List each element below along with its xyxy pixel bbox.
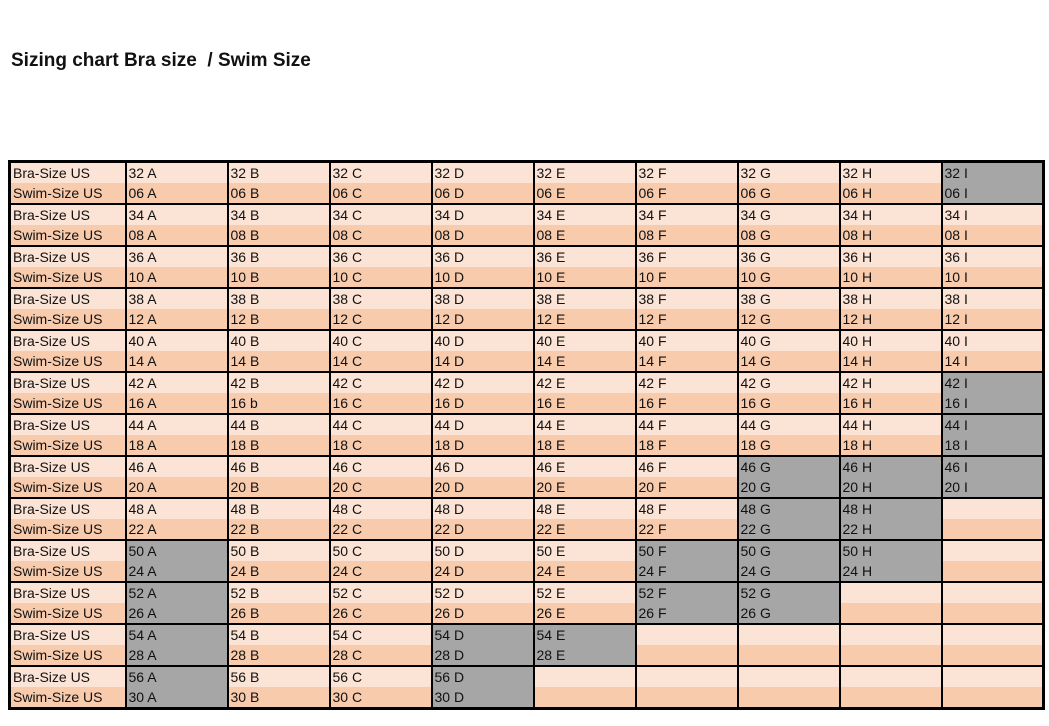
swim-size-cell: 14 G: [738, 351, 840, 372]
swim-size-cell: 18 H: [840, 435, 942, 456]
bra-size-cell: 40 C: [330, 330, 432, 351]
bra-size-cell: 46 G: [738, 456, 840, 477]
bra-size-cell: 34 E: [534, 204, 636, 225]
bra-size-cell: 32 I: [942, 162, 1044, 184]
bra-size-row: [10, 498, 1044, 519]
swim-size-cell: 22 A: [126, 519, 228, 540]
bra-size-cell: 54 C: [330, 624, 432, 645]
swim-size-cell: 30 D: [432, 687, 534, 709]
swim-size-cell: 12 C: [330, 309, 432, 330]
bra-size-cell: [942, 624, 1044, 645]
swim-size-cell: 22 H: [840, 519, 942, 540]
bra-size-cell: 56 D: [432, 666, 534, 687]
swim-size-row: [10, 393, 1044, 414]
swim-size-label: Swim-Size US: [10, 183, 126, 204]
swim-size-cell: 24 E: [534, 561, 636, 582]
swim-size-cell: 18 E: [534, 435, 636, 456]
swim-size-cell: 26 A: [126, 603, 228, 624]
bra-size-row: [10, 414, 1044, 435]
swim-size-cell: 18 D: [432, 435, 534, 456]
bra-size-cell: [942, 582, 1044, 603]
bra-size-cell: 52 A: [126, 582, 228, 603]
swim-size-cell: 14 D: [432, 351, 534, 372]
bra-size-cell: 48 F: [636, 498, 738, 519]
swim-size-cell: 10 H: [840, 267, 942, 288]
swim-size-cell: 20 B: [228, 477, 330, 498]
bra-size-row: [10, 624, 1044, 645]
bra-size-cell: 36 A: [126, 246, 228, 267]
bra-size-cell: 38 G: [738, 288, 840, 309]
swim-size-cell: [840, 687, 942, 709]
bra-size-cell: 42 F: [636, 372, 738, 393]
swim-size-cell: 28 A: [126, 645, 228, 666]
swim-size-label: Swim-Size US: [10, 477, 126, 498]
swim-size-cell: 12 I: [942, 309, 1044, 330]
swim-size-cell: 10 D: [432, 267, 534, 288]
bra-size-cell: 48 E: [534, 498, 636, 519]
bra-size-row: [10, 666, 1044, 687]
bra-size-cell: 52 B: [228, 582, 330, 603]
swim-size-cell: 12 B: [228, 309, 330, 330]
swim-size-cell: 12 G: [738, 309, 840, 330]
bra-size-label: Bra-Size US: [10, 330, 126, 351]
bra-size-cell: 36 C: [330, 246, 432, 267]
bra-size-cell: [840, 666, 942, 687]
swim-size-cell: 24 D: [432, 561, 534, 582]
swim-size-label: Swim-Size US: [10, 309, 126, 330]
swim-size-cell: 08 A: [126, 225, 228, 246]
swim-size-cell: 14 A: [126, 351, 228, 372]
swim-size-cell: 12 F: [636, 309, 738, 330]
swim-size-row: [10, 309, 1044, 330]
bra-size-cell: [636, 624, 738, 645]
bra-size-row: [10, 372, 1044, 393]
bra-size-cell: [738, 624, 840, 645]
bra-size-cell: 48 H: [840, 498, 942, 519]
swim-size-cell: 06 G: [738, 183, 840, 204]
swim-size-row: [10, 561, 1044, 582]
bra-size-cell: 44 C: [330, 414, 432, 435]
bra-size-cell: 44 I: [942, 414, 1044, 435]
bra-size-cell: 46 B: [228, 456, 330, 477]
swim-size-cell: 22 G: [738, 519, 840, 540]
swim-size-cell: 18 C: [330, 435, 432, 456]
bra-size-cell: 50 E: [534, 540, 636, 561]
bra-size-cell: [534, 666, 636, 687]
swim-size-label: Swim-Size US: [10, 519, 126, 540]
swim-size-cell: 08 F: [636, 225, 738, 246]
swim-size-cell: 08 I: [942, 225, 1044, 246]
swim-size-cell: [942, 603, 1044, 624]
bra-size-cell: [942, 498, 1044, 519]
bra-size-cell: 36 F: [636, 246, 738, 267]
swim-size-row: [10, 225, 1044, 246]
bra-size-cell: 52 C: [330, 582, 432, 603]
bra-size-cell: [840, 582, 942, 603]
swim-size-cell: [738, 687, 840, 709]
swim-size-cell: 06 B: [228, 183, 330, 204]
bra-size-cell: 48 G: [738, 498, 840, 519]
bra-size-cell: 42 I: [942, 372, 1044, 393]
bra-size-label: Bra-Size US: [10, 666, 126, 687]
swim-size-cell: 26 B: [228, 603, 330, 624]
bra-size-cell: 40 G: [738, 330, 840, 351]
page-title: Sizing chart Bra size / Swim Size: [11, 50, 311, 71]
bra-size-cell: 44 F: [636, 414, 738, 435]
swim-size-cell: 26 F: [636, 603, 738, 624]
bra-size-cell: [738, 666, 840, 687]
swim-size-cell: 18 B: [228, 435, 330, 456]
swim-size-cell: [942, 687, 1044, 709]
swim-size-cell: 22 E: [534, 519, 636, 540]
swim-size-cell: 08 G: [738, 225, 840, 246]
swim-size-cell: 20 F: [636, 477, 738, 498]
bra-size-cell: 50 G: [738, 540, 840, 561]
swim-size-label: Swim-Size US: [10, 603, 126, 624]
bra-size-cell: 36 G: [738, 246, 840, 267]
bra-size-cell: 32 E: [534, 162, 636, 184]
swim-size-row: [10, 645, 1044, 666]
swim-size-row: [10, 183, 1044, 204]
bra-size-cell: 42 A: [126, 372, 228, 393]
bra-size-cell: 50 D: [432, 540, 534, 561]
bra-size-cell: 54 B: [228, 624, 330, 645]
bra-size-label: Bra-Size US: [10, 204, 126, 225]
bra-size-label: Bra-Size US: [10, 288, 126, 309]
bra-size-row: [10, 330, 1044, 351]
bra-size-row: [10, 456, 1044, 477]
bra-size-cell: 34 D: [432, 204, 534, 225]
bra-size-cell: 42 G: [738, 372, 840, 393]
bra-size-label: Bra-Size US: [10, 456, 126, 477]
swim-size-cell: 26 G: [738, 603, 840, 624]
bra-size-cell: 48 A: [126, 498, 228, 519]
swim-size-cell: 12 A: [126, 309, 228, 330]
bra-size-cell: 46 H: [840, 456, 942, 477]
swim-size-label: Swim-Size US: [10, 645, 126, 666]
bra-size-cell: [636, 666, 738, 687]
bra-size-cell: [942, 540, 1044, 561]
bra-size-cell: 40 F: [636, 330, 738, 351]
bra-size-cell: 50 B: [228, 540, 330, 561]
bra-size-cell: 38 E: [534, 288, 636, 309]
swim-size-cell: 06 C: [330, 183, 432, 204]
swim-size-cell: 28 D: [432, 645, 534, 666]
bra-size-cell: 44 B: [228, 414, 330, 435]
bra-size-cell: 44 H: [840, 414, 942, 435]
bra-size-label: Bra-Size US: [10, 540, 126, 561]
bra-size-cell: 38 F: [636, 288, 738, 309]
swim-size-label: Swim-Size US: [10, 351, 126, 372]
swim-size-cell: 10 A: [126, 267, 228, 288]
swim-size-cell: 14 B: [228, 351, 330, 372]
swim-size-cell: 08 B: [228, 225, 330, 246]
sizing-chart-table: [8, 160, 1045, 710]
bra-size-cell: 34 G: [738, 204, 840, 225]
swim-size-cell: [534, 687, 636, 709]
swim-size-cell: [636, 645, 738, 666]
swim-size-cell: 14 E: [534, 351, 636, 372]
bra-size-cell: 50 A: [126, 540, 228, 561]
bra-size-cell: 38 D: [432, 288, 534, 309]
swim-size-cell: [636, 687, 738, 709]
swim-size-cell: 12 H: [840, 309, 942, 330]
swim-size-cell: 16 F: [636, 393, 738, 414]
swim-size-cell: 16 C: [330, 393, 432, 414]
swim-size-label: Swim-Size US: [10, 435, 126, 456]
bra-size-cell: 54 A: [126, 624, 228, 645]
swim-size-label: Swim-Size US: [10, 267, 126, 288]
bra-size-cell: 52 E: [534, 582, 636, 603]
bra-size-cell: 46 A: [126, 456, 228, 477]
bra-size-cell: 40 E: [534, 330, 636, 351]
swim-size-cell: 06 F: [636, 183, 738, 204]
bra-size-cell: [840, 624, 942, 645]
swim-size-cell: [942, 561, 1044, 582]
swim-size-row: [10, 351, 1044, 372]
bra-size-cell: 36 I: [942, 246, 1044, 267]
bra-size-cell: 32 F: [636, 162, 738, 184]
swim-size-cell: 18 A: [126, 435, 228, 456]
swim-size-cell: 22 B: [228, 519, 330, 540]
bra-size-row: [10, 582, 1044, 603]
swim-size-cell: [840, 603, 942, 624]
bra-size-cell: 38 A: [126, 288, 228, 309]
swim-size-cell: 30 B: [228, 687, 330, 709]
swim-size-label: Swim-Size US: [10, 225, 126, 246]
bra-size-row: [10, 162, 1044, 184]
bra-size-cell: 48 C: [330, 498, 432, 519]
swim-size-cell: 24 F: [636, 561, 738, 582]
bra-size-cell: 32 H: [840, 162, 942, 184]
bra-size-cell: 44 E: [534, 414, 636, 435]
bra-size-cell: 32 C: [330, 162, 432, 184]
bra-size-cell: 54 E: [534, 624, 636, 645]
bra-size-cell: 48 D: [432, 498, 534, 519]
swim-size-cell: 20 E: [534, 477, 636, 498]
swim-size-cell: 06 H: [840, 183, 942, 204]
bra-size-cell: 44 D: [432, 414, 534, 435]
swim-size-cell: 06 A: [126, 183, 228, 204]
swim-size-cell: 06 D: [432, 183, 534, 204]
swim-size-cell: [942, 519, 1044, 540]
swim-size-cell: 20 D: [432, 477, 534, 498]
swim-size-cell: 24 H: [840, 561, 942, 582]
bra-size-cell: 38 C: [330, 288, 432, 309]
swim-size-cell: 10 C: [330, 267, 432, 288]
swim-size-cell: 30 A: [126, 687, 228, 709]
swim-size-cell: 14 C: [330, 351, 432, 372]
swim-size-cell: 28 B: [228, 645, 330, 666]
swim-size-cell: [942, 645, 1044, 666]
swim-size-cell: 16 b: [228, 393, 330, 414]
bra-size-cell: 36 B: [228, 246, 330, 267]
swim-size-cell: 24 B: [228, 561, 330, 582]
swim-size-cell: 10 B: [228, 267, 330, 288]
swim-size-cell: 10 E: [534, 267, 636, 288]
bra-size-cell: 34 H: [840, 204, 942, 225]
bra-size-label: Bra-Size US: [10, 582, 126, 603]
swim-size-cell: 28 C: [330, 645, 432, 666]
swim-size-cell: 22 D: [432, 519, 534, 540]
bra-size-cell: 36 E: [534, 246, 636, 267]
swim-size-cell: 16 I: [942, 393, 1044, 414]
bra-size-cell: 32 A: [126, 162, 228, 184]
bra-size-cell: 34 F: [636, 204, 738, 225]
bra-size-label: Bra-Size US: [10, 372, 126, 393]
swim-size-cell: 06 I: [942, 183, 1044, 204]
swim-size-cell: 14 I: [942, 351, 1044, 372]
bra-size-row: [10, 246, 1044, 267]
bra-size-cell: 42 E: [534, 372, 636, 393]
swim-size-cell: 16 G: [738, 393, 840, 414]
bra-size-cell: 56 C: [330, 666, 432, 687]
bra-size-cell: 36 D: [432, 246, 534, 267]
bra-size-cell: 40 A: [126, 330, 228, 351]
bra-size-cell: 44 G: [738, 414, 840, 435]
swim-size-row: [10, 687, 1044, 709]
swim-size-cell: 24 G: [738, 561, 840, 582]
bra-size-cell: 36 H: [840, 246, 942, 267]
swim-size-label: Swim-Size US: [10, 561, 126, 582]
bra-size-row: [10, 540, 1044, 561]
bra-size-row: [10, 288, 1044, 309]
bra-size-row: [10, 204, 1044, 225]
swim-size-row: [10, 477, 1044, 498]
bra-size-label: Bra-Size US: [10, 414, 126, 435]
bra-size-cell: 56 A: [126, 666, 228, 687]
swim-size-row: [10, 519, 1044, 540]
swim-size-cell: 18 I: [942, 435, 1044, 456]
bra-size-cell: 46 E: [534, 456, 636, 477]
bra-size-label: Bra-Size US: [10, 162, 126, 184]
swim-size-cell: [738, 645, 840, 666]
swim-size-cell: 12 D: [432, 309, 534, 330]
bra-size-cell: 42 C: [330, 372, 432, 393]
bra-size-cell: 50 C: [330, 540, 432, 561]
bra-size-cell: 54 D: [432, 624, 534, 645]
bra-size-label: Bra-Size US: [10, 624, 126, 645]
bra-size-cell: 44 A: [126, 414, 228, 435]
bra-size-label: Bra-Size US: [10, 246, 126, 267]
swim-size-cell: 16 A: [126, 393, 228, 414]
swim-size-cell: 16 D: [432, 393, 534, 414]
swim-size-cell: 22 F: [636, 519, 738, 540]
swim-size-cell: 08 C: [330, 225, 432, 246]
swim-size-cell: 12 E: [534, 309, 636, 330]
swim-size-cell: 20 C: [330, 477, 432, 498]
swim-size-cell: 10 G: [738, 267, 840, 288]
swim-size-row: [10, 603, 1044, 624]
swim-size-cell: 10 I: [942, 267, 1044, 288]
bra-size-cell: 52 G: [738, 582, 840, 603]
swim-size-cell: 20 A: [126, 477, 228, 498]
bra-size-cell: [942, 666, 1044, 687]
bra-size-cell: 52 D: [432, 582, 534, 603]
swim-size-cell: 26 C: [330, 603, 432, 624]
bra-size-cell: 50 F: [636, 540, 738, 561]
bra-size-cell: 34 I: [942, 204, 1044, 225]
bra-size-cell: 38 H: [840, 288, 942, 309]
bra-size-cell: 40 D: [432, 330, 534, 351]
bra-size-label: Bra-Size US: [10, 498, 126, 519]
swim-size-cell: 18 F: [636, 435, 738, 456]
bra-size-cell: 40 I: [942, 330, 1044, 351]
bra-size-cell: 34 C: [330, 204, 432, 225]
swim-size-cell: 20 I: [942, 477, 1044, 498]
bra-size-cell: 52 F: [636, 582, 738, 603]
bra-size-cell: 46 I: [942, 456, 1044, 477]
swim-size-cell: 10 F: [636, 267, 738, 288]
sizing-chart-body: [10, 162, 1044, 709]
swim-size-cell: 20 H: [840, 477, 942, 498]
swim-size-cell: 08 D: [432, 225, 534, 246]
bra-size-cell: 32 G: [738, 162, 840, 184]
swim-size-row: [10, 435, 1044, 456]
bra-size-cell: 38 B: [228, 288, 330, 309]
swim-size-label: Swim-Size US: [10, 393, 126, 414]
bra-size-cell: 46 F: [636, 456, 738, 477]
swim-size-cell: 16 E: [534, 393, 636, 414]
swim-size-cell: 14 F: [636, 351, 738, 372]
bra-size-cell: 32 D: [432, 162, 534, 184]
bra-size-cell: 42 H: [840, 372, 942, 393]
bra-size-cell: 50 H: [840, 540, 942, 561]
swim-size-cell: 24 A: [126, 561, 228, 582]
bra-size-cell: 38 I: [942, 288, 1044, 309]
swim-size-cell: [840, 645, 942, 666]
swim-size-label: Swim-Size US: [10, 687, 126, 709]
bra-size-cell: 34 A: [126, 204, 228, 225]
bra-size-cell: 48 B: [228, 498, 330, 519]
bra-size-cell: 40 H: [840, 330, 942, 351]
swim-size-cell: 26 E: [534, 603, 636, 624]
swim-size-cell: 20 G: [738, 477, 840, 498]
bra-size-cell: 42 B: [228, 372, 330, 393]
swim-size-cell: 26 D: [432, 603, 534, 624]
swim-size-cell: 08 H: [840, 225, 942, 246]
swim-size-cell: 14 H: [840, 351, 942, 372]
swim-size-cell: 06 E: [534, 183, 636, 204]
bra-size-cell: 46 D: [432, 456, 534, 477]
swim-size-cell: 08 E: [534, 225, 636, 246]
swim-size-cell: 16 H: [840, 393, 942, 414]
swim-size-cell: 30 C: [330, 687, 432, 709]
swim-size-cell: 24 C: [330, 561, 432, 582]
bra-size-cell: 42 D: [432, 372, 534, 393]
swim-size-cell: 22 C: [330, 519, 432, 540]
bra-size-cell: 46 C: [330, 456, 432, 477]
swim-size-row: [10, 267, 1044, 288]
swim-size-cell: 28 E: [534, 645, 636, 666]
bra-size-cell: 56 B: [228, 666, 330, 687]
bra-size-cell: 32 B: [228, 162, 330, 184]
bra-size-cell: 34 B: [228, 204, 330, 225]
swim-size-cell: 18 G: [738, 435, 840, 456]
bra-size-cell: 40 B: [228, 330, 330, 351]
